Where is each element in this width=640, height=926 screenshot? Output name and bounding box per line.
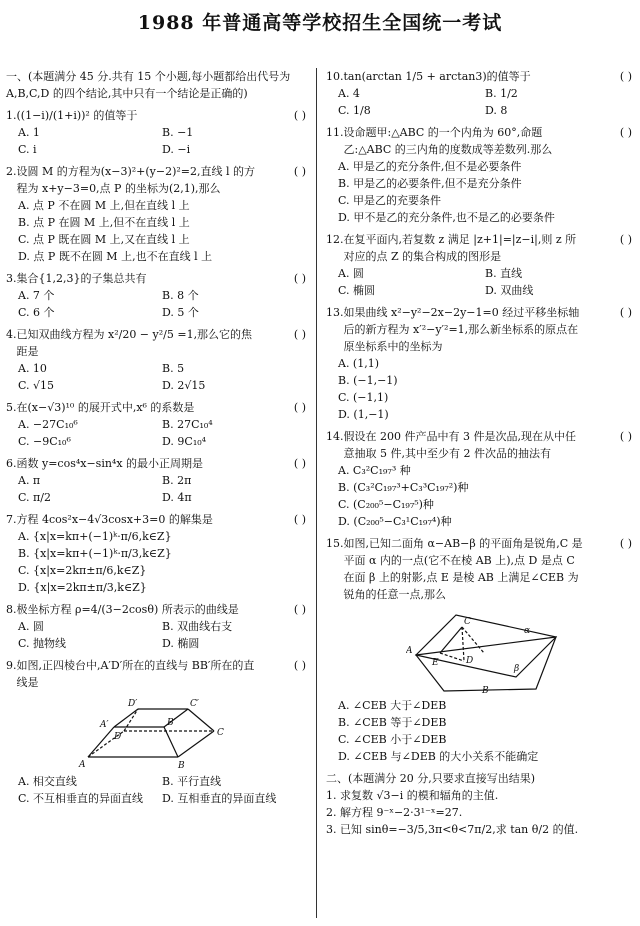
question-stem: 方程 4cos²x−4√3cosx+3=0 的解集是: [16, 513, 213, 526]
option-c: C. (C₂₀₀⁵−C₁₉₇⁵)种: [338, 498, 434, 511]
option-c: C. ∠CEB 小于∠DEB: [338, 733, 447, 746]
question-7: [6, 511, 306, 596]
question-number: 5.: [6, 401, 17, 414]
option-d: D. {x|x=2kπ±π/3,k∈Z}: [18, 581, 147, 594]
answer-paren: ( ): [293, 165, 306, 178]
question-number: 12.: [326, 233, 344, 246]
page-title: 1988 年普通高等学校招生全国统一考试: [137, 12, 503, 34]
label-alpha: α: [524, 626, 531, 636]
question-stem: 在(x−√3)¹⁰ 的展开式中,x⁶ 的系数是: [16, 401, 195, 414]
question-3: [6, 270, 306, 321]
option-d: D. 甲不是乙的充分条件,也不是乙的必要条件: [338, 211, 555, 224]
option-a: A. π: [18, 474, 41, 487]
option-d: D. 2√15: [162, 379, 206, 392]
option-d: D. 双曲线: [485, 284, 534, 297]
option-a: A. 甲是乙的充分条件,但不是必要条件: [338, 160, 522, 173]
label-b: B: [482, 686, 489, 695]
answer-paren: ( ): [293, 401, 306, 414]
question-6: [6, 455, 306, 506]
option-a: A. 10: [18, 362, 47, 375]
option-b: B. {x|x=kπ+(−1)ᵏ·π/3,k∈Z}: [18, 547, 172, 560]
question-13: [326, 304, 632, 423]
question-number: 2.: [6, 165, 17, 178]
label-b: B: [178, 761, 185, 771]
option-c: C. −9C₁₀⁶: [18, 435, 71, 448]
option-b: B. 27C₁₀⁴: [162, 418, 213, 431]
question-stem: 如果曲线 x²−y²−2x−2y−1=0 经过平移坐标轴后的新方程为 x′²−y′²=1,那么新坐标系的原点在原坐标系中的坐标为: [343, 306, 580, 353]
option-c: C. 6 个: [18, 306, 55, 319]
option-b: B. (C₃²C₁₉₇³+C₃³C₁₉₇²)种: [338, 481, 469, 494]
option-c: C. 抛物线: [18, 637, 67, 650]
option-b: B. 1/2: [485, 87, 518, 100]
question-11: [326, 124, 632, 226]
answer-paren: ( ): [619, 233, 632, 246]
option-a: A. 圆: [338, 267, 364, 280]
label-a: A: [79, 760, 86, 770]
label-c-prime: C′: [190, 699, 199, 709]
label-b-prime: B′: [167, 718, 176, 728]
question-stem: 在复平面内,若复数 z 满足 |z+1|=|z−i|,则 z 所对应的点 Z 的集合构成的图形是: [343, 233, 577, 263]
question-stem: ((1−i)/(1+i))² 的值等于: [16, 109, 138, 122]
label-c: C: [217, 728, 224, 738]
label-e: E: [432, 658, 439, 668]
option-b: B. −1: [162, 126, 194, 139]
question-4: [6, 326, 306, 394]
option-b: B. 5: [162, 362, 185, 375]
question-stem: 设命题甲:△ABC 的一个内角为 60°,命题乙:△ABC 的三内角的度数成等差数列.那么: [343, 126, 553, 156]
option-a: A. 4: [338, 87, 360, 100]
option-c: C. √15: [18, 379, 55, 392]
option-c: C. {x|x=2kπ±π/6,k∈Z}: [18, 564, 147, 577]
option-b: B. 双曲线右支: [162, 620, 233, 633]
question-number: 3.: [6, 272, 17, 285]
answer-paren: ( ): [619, 537, 632, 550]
answer-paren: ( ): [293, 109, 306, 122]
question-stem: 集合{1,2,3}的子集总共有: [16, 272, 147, 285]
section2-heading: 二、(本题满分 20 分,只要求直接写出结果): [326, 772, 536, 785]
option-b: B. 8 个: [162, 289, 199, 302]
option-b: B. 2π: [162, 474, 192, 487]
answer-paren: ( ): [293, 513, 306, 526]
option-a: A. (1,1): [338, 357, 380, 370]
option-d: D. −i: [162, 143, 191, 156]
question-number: 8.: [6, 603, 17, 616]
question-number: 15.: [326, 537, 344, 550]
question-15: [326, 535, 632, 765]
answer-paren: ( ): [619, 430, 632, 443]
label-c: C: [464, 617, 471, 627]
option-a: A. −27C₁₀⁶: [18, 418, 78, 431]
question-stem: 函数 y=cos⁴x−sin⁴x 的最小正周期是: [16, 457, 204, 470]
option-c: C. π/2: [18, 491, 51, 504]
question-stem: 极坐标方程 ρ=4/(3−2cosθ) 所表示的曲线是: [16, 603, 239, 616]
question-5: [6, 399, 306, 450]
answer-paren: ( ): [619, 306, 632, 319]
section1-heading: 一、(本题满分 45 分.共有 15 个小题,每小题都给出代号为 A,B,C,D 的四个结论,其中只有一个结论是正确的): [6, 70, 291, 100]
option-c: C. i: [18, 143, 37, 156]
option-c: C. 甲是乙的充要条件: [338, 194, 442, 207]
left-column: [6, 68, 306, 807]
option-d: D. 8: [485, 104, 508, 117]
right-column: [326, 68, 632, 838]
answer-paren: ( ): [293, 328, 306, 341]
question-number: 4.: [6, 328, 17, 341]
question-stem: 设圆 M 的方程为(x−3)²+(y−2)²=2,直线 l 的方程为 x+y−3=0,点 P 的坐标为(2,1),那么: [16, 165, 256, 195]
answer-paren: ( ): [619, 126, 632, 139]
dihedral-angle-figure: [406, 607, 566, 695]
question-8: [6, 601, 306, 652]
question-stem: 如图,已知二面角 α−AB−β 的平面角是锐角,C 是平面 α 内的一点(它不在棱 AB 上),点 D 是点 C 在面 β 上的射影,点 E 是棱 AB 上满足∠CEB 为锐角的任意一点,那么: [343, 537, 583, 601]
option-a: A. {x|x=kπ+(−1)ᵏ·π/6,k∈Z}: [18, 530, 172, 543]
question-10: [326, 68, 632, 119]
question-number: 6.: [6, 457, 17, 470]
question-number: 7.: [6, 513, 17, 526]
section2: [326, 770, 632, 838]
question-stem: 如图,正四棱台中,A′D′所在的直线与 BB′所在的直线是: [16, 659, 255, 689]
option-b: B. ∠CEB 等于∠DEB: [338, 716, 447, 729]
question-number: 13.: [326, 306, 344, 319]
option-d: D. 点 P 既不在圆 M 上,也不在直线 l 上: [18, 250, 213, 263]
question-number: 10.: [326, 70, 344, 83]
label-a: A: [406, 646, 413, 656]
option-a: A. 7 个: [18, 289, 55, 302]
label-beta: β: [514, 664, 520, 674]
option-d: D. ∠CEB 与∠DEB 的大小关系不能确定: [338, 750, 539, 763]
question-stem: tan(arctan 1/5 + arctan3)的值等于: [343, 70, 531, 83]
question-1: [6, 107, 306, 158]
question-9: [6, 657, 306, 807]
option-c: C. 1/8: [338, 104, 371, 117]
option-c: C. 点 P 既在圆 M 上,又在直线 l 上: [18, 233, 190, 246]
option-b: B. 甲是乙的必要条件,但不是充分条件: [338, 177, 522, 190]
option-a: A. ∠CEB 大于∠DEB: [338, 699, 447, 712]
option-d: D. 椭圆: [162, 637, 200, 650]
question-number: 11.: [326, 126, 344, 139]
option-c: C. 椭圆: [338, 284, 376, 297]
section2-item-1: 1. 求复数 √3−i 的模和辐角的主值.: [326, 789, 499, 802]
label-d: D: [114, 732, 122, 742]
column-divider: [316, 68, 317, 918]
option-a: A. 圆: [18, 620, 44, 633]
section2-item-3: 3. 已知 sinθ=−3/5,3π<θ<7π/2,求 tan θ/2 的值.: [326, 823, 579, 836]
option-b: B. 直线: [485, 267, 523, 280]
section2-item-2: 2. 解方程 9⁻ˣ−2·3¹⁻ˣ=27.: [326, 806, 463, 819]
option-c: C. 不互相垂直的异面直线: [18, 792, 144, 805]
label-d: D: [466, 656, 474, 666]
question-2: [6, 163, 306, 265]
option-b: B. (−1,−1): [338, 374, 398, 387]
option-d: D. (C₂₀₀⁵−C₃¹C₁₉₇⁴)种: [338, 515, 452, 528]
answer-paren: ( ): [293, 659, 306, 672]
answer-paren: ( ): [293, 457, 306, 470]
question-stem: 已知双曲线方程为 x²/20 − y²/5 =1,那么它的焦距是: [16, 328, 253, 358]
option-d: D. 5 个: [162, 306, 199, 319]
option-b: B. 平行直线: [162, 775, 222, 788]
answer-paren: ( ): [293, 603, 306, 616]
option-a: A. 点 P 不在圆 M 上,但在直线 l 上: [18, 199, 190, 212]
question-number: 14.: [326, 430, 344, 443]
option-d: D. 4π: [162, 491, 192, 504]
question-number: 1.: [6, 109, 17, 122]
frustum-figure: [66, 695, 266, 771]
option-a: A. 相交直线: [18, 775, 77, 788]
option-d: D. 互相垂直的异面直线: [162, 792, 277, 805]
option-a: A. C₃²C₁₉₇³ 种: [338, 464, 411, 477]
option-d: D. 9C₁₀⁴: [162, 435, 207, 448]
question-14: [326, 428, 632, 530]
option-a: A. 1: [18, 126, 40, 139]
question-stem: 假设在 200 件产品中有 3 件是次品,现在从中任意抽取 5 件,其中至少有 2 件次品的抽法有: [343, 430, 576, 460]
answer-paren: ( ): [293, 272, 306, 285]
option-b: B. 点 P 在圆 M 上,但不在直线 l 上: [18, 216, 190, 229]
label-d-prime: D′: [128, 699, 138, 709]
question-12: [326, 231, 632, 299]
answer-paren: ( ): [619, 70, 632, 83]
label-a-prime: A′: [100, 720, 109, 730]
option-d: D. (1,−1): [338, 408, 389, 421]
question-number: 9.: [6, 659, 17, 672]
option-c: C. (−1,1): [338, 391, 389, 404]
